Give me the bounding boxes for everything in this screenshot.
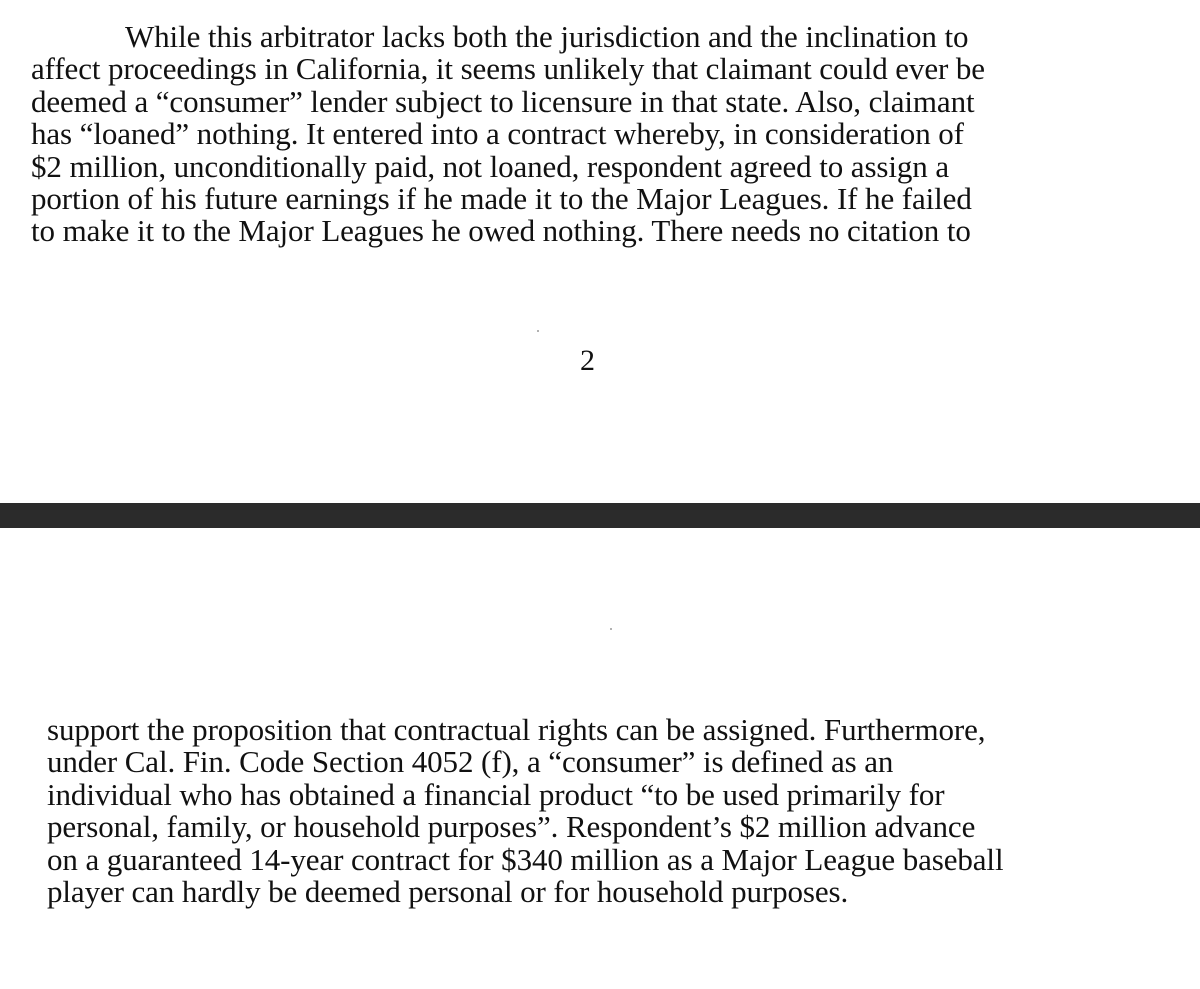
scan-speck	[537, 330, 539, 332]
paragraph-line: deemed a “consumer” lender subject to licensure in that state. Also, claimant	[31, 83, 975, 119]
page-number: 2	[580, 344, 595, 377]
bottom-paragraph	[47, 714, 1003, 908]
paragraph-line: affect proceedings in California, it seems unlikely that claimant could ever be	[31, 51, 985, 87]
paragraph-line: to make it to the Major Leagues he owed nothing. There needs no citation to	[31, 213, 971, 249]
paragraph-line: personal, family, or household purposes”. Respondent’s $2 million advance	[47, 809, 976, 845]
paragraph-line: $2 million, unconditionally paid, not loaned, respondent agreed to assign a	[31, 148, 950, 184]
top-paragraph	[31, 21, 985, 248]
paragraph-line: individual who has obtained a financial product “to be used primarily for	[47, 776, 945, 812]
paragraph-line: support the proposition that contractual rights can be assigned. Furthermore,	[47, 712, 986, 747]
paragraph-line: portion of his future earnings if he made it to the Major Leagues. If he failed	[31, 180, 972, 216]
paragraph-line: has “loaned” nothing. It entered into a contract whereby, in consideration of	[31, 116, 964, 152]
paragraph-line: player can hardly be deemed personal or for household purposes.	[47, 873, 849, 909]
paragraph-line: While this arbitrator lacks both the jurisdiction and the inclination to	[125, 19, 969, 54]
scan-speck	[610, 628, 612, 630]
paragraph-line: under Cal. Fin. Code Section 4052 (f), a “consumer” is defined as an	[47, 744, 894, 780]
page-divider	[0, 503, 1200, 528]
paragraph-line: on a guaranteed 14-year contract for $340 million as a Major League baseball	[47, 841, 1004, 877]
